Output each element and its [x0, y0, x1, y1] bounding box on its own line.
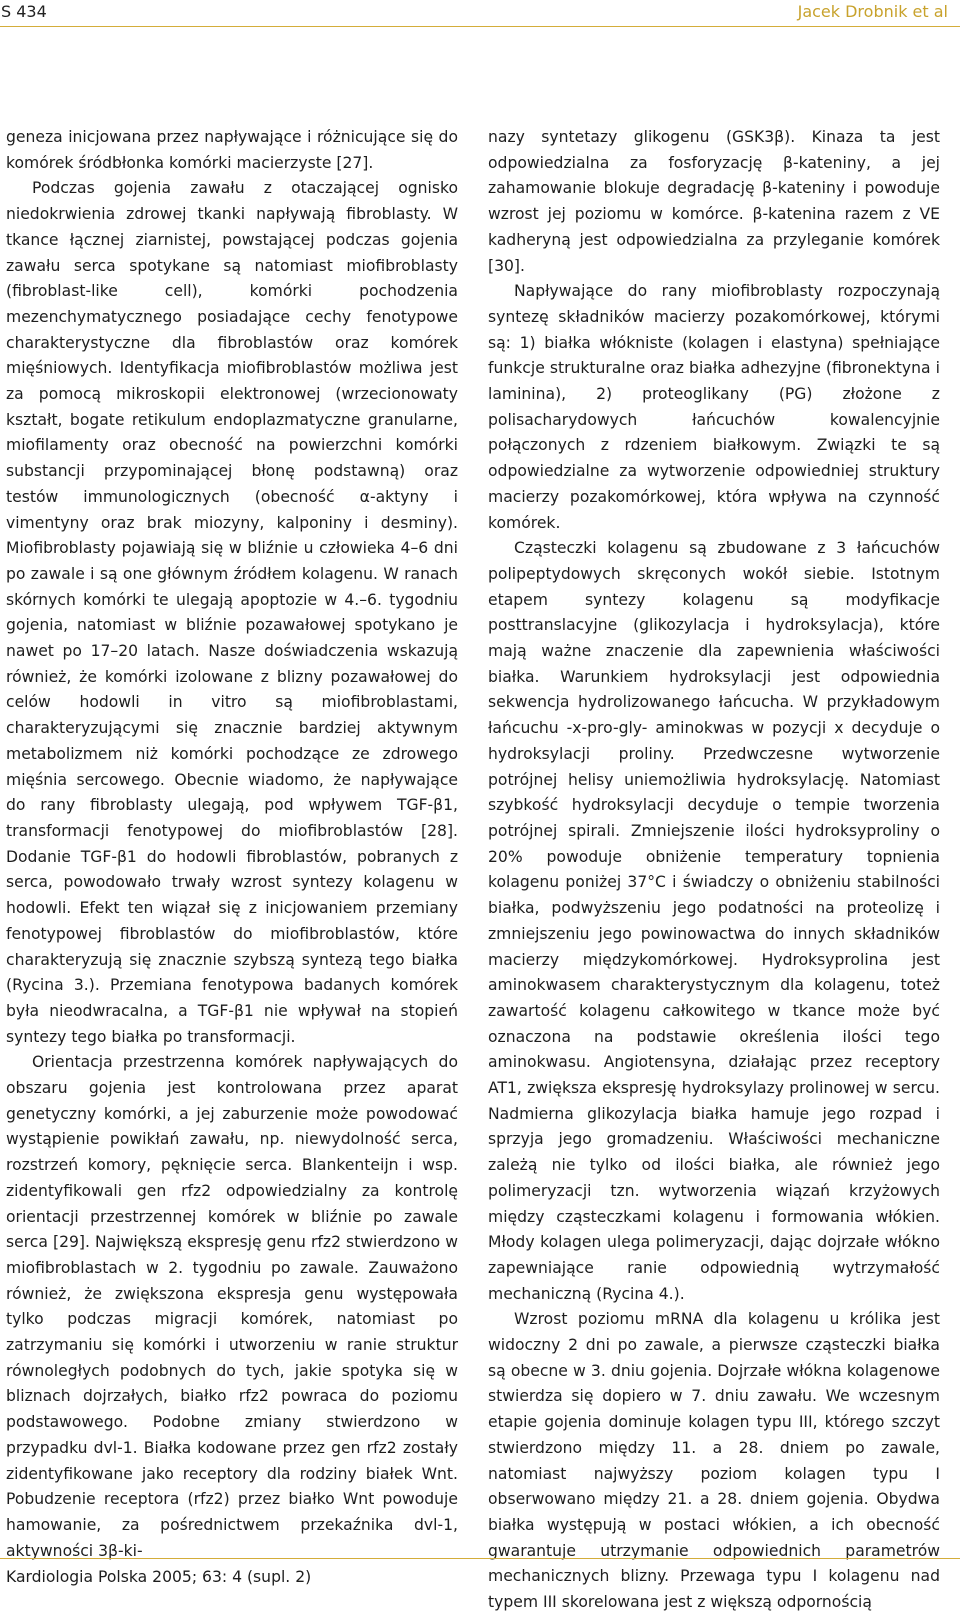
paragraph: Orientacja przestrzenna komórek napływających do obszaru gojenia jest kontrolowana przez aparat genetyczny komórki, a jej zaburzenie może powodować wystąpienie powikłań zawału, np. niewydolność serca, rozstrzeń komory, pęknięcie serca. Blankenteijn i wsp. zidentyfikowali gen rfz2 odpowiedzialny za kontrolę orientacji przestrzennej komórek w bliźnie po zawale serca [29]. Największą ekspresję genu rfz2 stwierdzono w miofibroblastach w 2. tygodniu po zawale. Zauważono również, że zwiększona ekspresja genu występowała tylko podczas migracji komórek, natomiast po zatrzymaniu się komórki i utworzeniu w ranie struktur równoległych podobnych do tych, jakie spotyka się w bliznach dojrzałych, białko rfz2 powraca do poziomu podstawowego. Podobne zmiany stwierdzono w przypadku dvl-1. Białka kodowane przez gen rfz2 zostały zidentyfikowane jako receptory dla rodziny białek Wnt. Pobudzenie receptora (rfz2) przez białko Wnt powoduje hamowanie, za pośrednictwem przekaźnika dvl-1, aktywności 3β-ki-	[6, 1053, 458, 1560]
journal-citation: Kardiologia Polska 2005; 63: 4 (supl. 2)	[6, 1568, 312, 1586]
paragraph: nazy syntetazy glikogenu (GSK3β). Kinaza ta jest odpowiedzialna za fosforyzację β-kateniny, a jej zahamowanie blokuje degradację β-kateniny i powoduje wzrost jej poziomu w komórce. β-katenina razem z VE kadheryną jest odpowiedzialna za przyleganie komórek [30].	[488, 128, 940, 275]
paragraph: Napływające do rany miofibroblasty rozpoczynają syntezę składników macierzy pozakomórkowej, którymi są: 1) białka włókniste (kolagen i elastyna) spełniające funkcje strukturalne oraz białka adhezyjne (fibronektyna i laminina), 2) proteoglikany (PG) złożone z polisacharydowych łańcuchów kowalencyjnie połączonych z rdzeniem białkowym. Związki te są odpowiedzialne za wytworzenie odpowiedniej struktury macierzy pozakomórkowej, która wpływa na czynność komórek.	[488, 282, 940, 532]
paragraph: Wzrost poziomu mRNA dla kolagenu u królika jest widoczny 2 dni po zawale, a pierwsze cząsteczki białka są obecne w 3. dniu gojenia. Dojrzałe włókna kolagenowe stwierdza się dopiero w 7. dniu zawału. We wczesnym etapie gojenia dominuje kolagen typu III, którego szczyt stwierdzono między 11. a 28. dniem po zawale, natomiast najwyższy poziom kolagen typu I obserwowano między 21. a 28. dniem gojenia. Obydwa białka występują w postaci włókien, a ich obecność gwarantuje utrzymanie odpowiednich parametrów mechanicznych blizny. Przewaga typu I kolagenu nad typem III skorelowana jest z większą odpornością	[488, 1310, 940, 1612]
footer-divider	[0, 1558, 960, 1559]
paragraph: Cząsteczki kolagenu są zbudowane z 3 łańcuchów polipeptydowych skręconych wokół siebie. Istotnym etapem syntezy kolagenu są modyfikacje posttranslacyjne (glikozylacja i hydroksylacja), które mają ważne znaczenie dla zapewnienia właściwości białka. Warunkiem hydroksylacji jest odpowiednia sekwencja hydrolizowanego łańcucha. W przykładowym łańcuchu -x-pro-gly- aminokwas w pozycji x decyduje o hydroksylacji proliny. Przedwczesne wytworzenie potrójnej helisy uniemożliwia hydroksylację. Natomiast szybkość hydroksylacji decyduje o tempie tworzenia potrójnej spirali. Zmniejszenie ilości hydroksyproliny o 20% powoduje obniżenie temperatury topnienia kolagenu poniżej 37°C i świadczy o obniżeniu stabilności białka, podwyższeniu jego podatności na proteolizę i zmniejszeniu jego powinowactwa do innych składników macierzy międzykomórkowej. Hydroksyprolina jest aminokwasem charakterystycznym dla kolagenu, toteż zawartość kolagenu całkowitego w tkance może być oznaczona na podstawie określenia ilości tego aminokwasu. Angiotensyna, działając przez receptory AT1, zwiększa ekspresję hydroksylazy prolinowej w sercu. Nadmierna glikozylacja białka hamuje jego rozpad i sprzyja jego gromadzeniu. Właściwości mechaniczne zależą nie tylko od ilości białka, ale również jego polimeryzacji tzn. wytworzenia wiązań krzyżowych między cząsteczkami kolagenu i formowania włókien. Młody kolagen ulega polimeryzacji, dając dojrzałe włókno zapewniające ranie odpowiednią wytrzymałość mechaniczną (Rycina 4.).	[488, 539, 940, 1303]
page-number: S 434	[1, 2, 47, 21]
left-text-column	[6, 125, 458, 1564]
paragraph: geneza inicjowana przez napływające i różnicujące się do komórek śródbłonka komórki macierzyste [27].	[6, 128, 458, 172]
paragraph: Podczas gojenia zawału z otaczającej ognisko niedokrwienia zdrowej tkanki napływają fibroblasty. W tkance łącznej ziarnistej, powstającej podczas gojenia zawału serca spotykane są natomiast miofibroblasty (fibroblast-like cell), komórki pochodzenia mezenchymatycznego posiadające cechy fenotypowe charakterystyczne dla fibroblastów oraz komórek mięśniowych. Identyfikacja miofibroblastów możliwa jest za pomocą mikroskopii elektronowej (wrzecionowaty kształt, bogate retikulum endoplazmatyczne granularne, miofilamenty oraz obecność na powierzchni komórki substancji przypominającej błonę podstawną) oraz testów immunologicznych (obecność α-aktyny i vimentyny oraz brak miozyny, kalponiny i desminy). Miofibroblasty pojawiają się w bliźnie u człowieka 4–6 dni po zawale i są one głównym źródłem kolagenu. W ranach skórnych komórki te ulegają apoptozie w 4.–6. tygodniu gojenia, natomiast w bliźnie pozawałowej spotykano je nawet po 17–20 latach. Nasze doświadczenia wskazują również, że komórki izolowane z blizny pozawałowej do celów hodowli in vitro są miofibroblastami, charakteryzującymi się znacznie bardziej aktywnym metabolizmem niż komórki pochodzące ze zdrowego mięśnia sercowego. Obecnie wiadomo, że napływające do rany fibroblasty ulegają, pod wpływem TGF-β1, transformacji fenotypowej do miofibroblastów [28]. Dodanie TGF-β1 do hodowli fibroblastów, pobranych z serca, powodowało trwały wzrost syntezy kolagenu w hodowli. Efekt ten wiązał się z inicjowaniem przemiany fenotypowej fibroblastów do miofibroblastów, które charakteryzują się znacznie szybszą syntezą tego białka (Rycina 3.). Przemiana fenotypowa badanych komórek była nieodwracalna, a TGF-β1 nie wpływał na stopień syntezy tego białka po transformacji.	[6, 179, 458, 1046]
header-divider	[0, 26, 960, 27]
right-text-column	[488, 125, 940, 1616]
running-head-authors: Jacek Drobnik et al	[797, 2, 948, 21]
